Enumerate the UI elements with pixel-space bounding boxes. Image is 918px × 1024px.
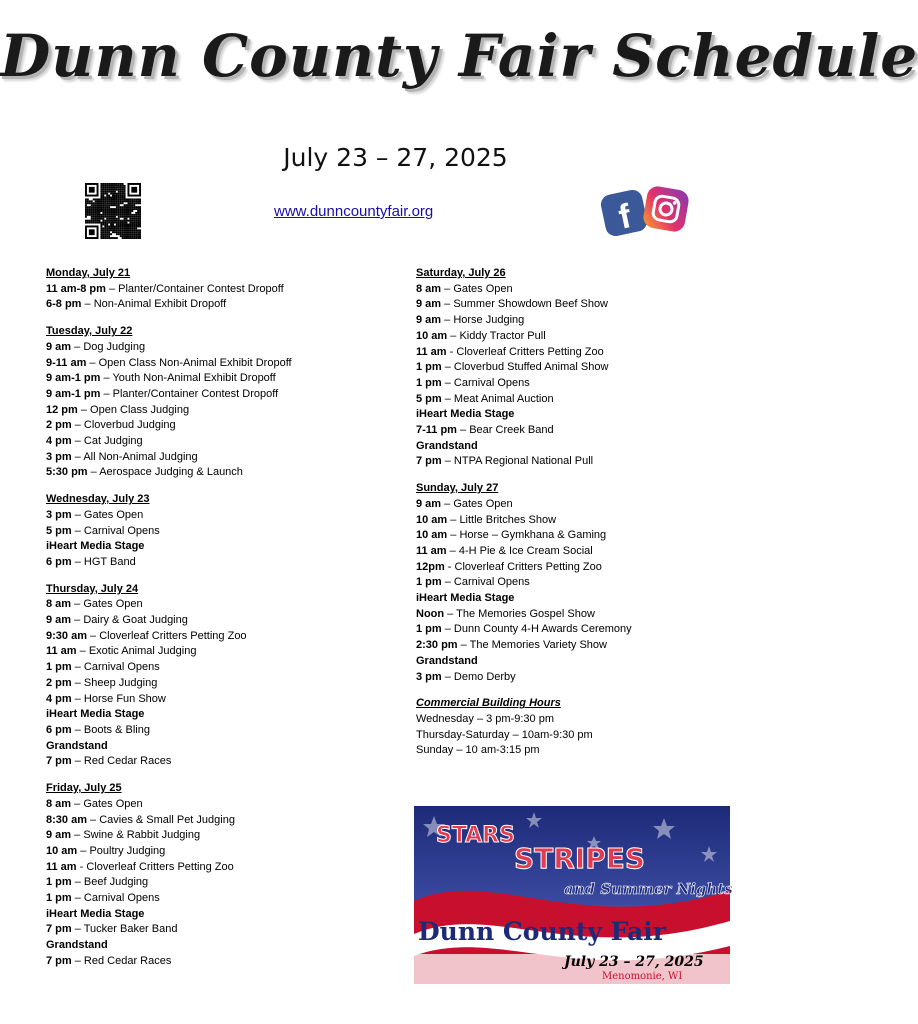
- event-time: 10 am: [46, 844, 78, 857]
- day-heading: Wednesday, July 23: [46, 493, 150, 506]
- event-description: Cloverleaf Critters Petting Zoo: [454, 560, 602, 573]
- event-description: Horse Fun Show: [83, 692, 166, 705]
- day-block: [46, 582, 386, 770]
- event-separator: –: [441, 376, 454, 389]
- event-description: Demo Derby: [453, 670, 516, 683]
- event-description: Dog Judging: [83, 340, 146, 353]
- event-description: Gates Open: [83, 598, 143, 611]
- event-line: [46, 297, 386, 313]
- event-separator: –: [441, 455, 454, 468]
- day-heading: Tuesday, July 22: [46, 325, 133, 338]
- event-time: 1 pm: [46, 876, 72, 889]
- event-description: Cloverbud Judging: [83, 419, 176, 432]
- event-separator: –: [441, 314, 454, 327]
- day-block: [46, 492, 386, 571]
- event-line: [46, 555, 386, 571]
- event-separator: –: [444, 607, 457, 620]
- event-time: 9 am-1 pm: [46, 387, 101, 400]
- event-line: [416, 528, 756, 544]
- event-time: 9 am: [416, 497, 442, 510]
- event-separator: –: [71, 954, 84, 967]
- event-time: 9-11 am: [46, 356, 87, 369]
- event-description: Horse Judging: [453, 314, 525, 327]
- event-time: 9 am-1 pm: [46, 372, 101, 385]
- day-block: [416, 481, 756, 685]
- event-line: [416, 454, 756, 470]
- event-time: 8 am: [46, 598, 72, 611]
- event-time: 9 am: [416, 314, 442, 327]
- commercial-hours-line: Sunday – 10 am-3:15 pm: [416, 744, 540, 757]
- event-line: [416, 376, 756, 392]
- event-separator: –: [86, 629, 100, 642]
- stage-heading: iHeart Media Stage: [46, 540, 145, 553]
- schedule-right-column: [416, 266, 756, 759]
- event-line: [46, 340, 386, 356]
- facebook-icon[interactable]: [599, 188, 649, 238]
- event-separator: –: [71, 892, 84, 905]
- event-time: 7 pm: [46, 954, 72, 967]
- event-time: Noon: [416, 607, 445, 620]
- commercial-hours-line: Thursday-Saturday – 10am-9:30 pm: [416, 728, 593, 741]
- event-time: 1 pm: [416, 623, 442, 636]
- event-description: Little Britches Show: [459, 513, 557, 526]
- event-separator: –: [77, 844, 90, 857]
- event-line: [46, 754, 386, 770]
- instagram-icon[interactable]: [642, 185, 691, 234]
- banner-summer-nights: and Summer Nights: [564, 880, 733, 898]
- event-description: Kiddy Tractor Pull: [459, 329, 546, 342]
- event-separator: –: [71, 755, 84, 768]
- event-description: Red Cedar Races: [83, 755, 172, 768]
- event-separator: –: [441, 298, 454, 311]
- event-line: [46, 828, 386, 844]
- event-time: 6 pm: [46, 723, 72, 736]
- event-description: Swine & Rabbit Judging: [83, 829, 201, 842]
- event-line: [416, 423, 756, 439]
- event-description: Carnival Opens: [453, 376, 530, 389]
- event-line: [416, 638, 756, 654]
- svg-text:f: f: [615, 197, 635, 237]
- commercial-hours-title: Commercial Building Hours: [416, 697, 561, 710]
- event-line: [46, 813, 386, 829]
- event-time: 8:30 am: [46, 813, 87, 826]
- event-time: 4 pm: [46, 435, 72, 448]
- event-line: [416, 670, 756, 686]
- event-time: 11 am: [46, 860, 77, 873]
- banner-location: Menomonie, WI: [602, 971, 683, 982]
- event-time: 11 am-8 pm: [46, 282, 106, 295]
- event-description: The Memories Gospel Show: [456, 607, 595, 620]
- day-block: [416, 266, 756, 470]
- event-time: 5 pm: [416, 392, 442, 405]
- commercial-hours: [416, 696, 756, 759]
- event-description: Carnival Opens: [83, 661, 160, 674]
- day-block: [46, 266, 386, 313]
- event-time: 7 pm: [46, 923, 72, 936]
- event-time: 6 pm: [46, 555, 72, 568]
- event-description: Sheep Judging: [83, 676, 158, 689]
- event-line: [46, 450, 386, 466]
- event-description: Summer Showdown Beef Show: [453, 298, 608, 311]
- event-line: [416, 607, 756, 623]
- event-description: Tucker Baker Band: [83, 923, 178, 936]
- event-description: Gates Open: [453, 497, 513, 510]
- event-description: Cavies & Small Pet Judging: [99, 813, 235, 826]
- event-separator: –: [86, 813, 100, 826]
- event-line: [46, 875, 386, 891]
- event-separator: –: [441, 576, 454, 589]
- event-line: [46, 797, 386, 813]
- banner-fair-name: Dunn County Fair: [418, 917, 666, 946]
- event-line: [46, 891, 386, 907]
- event-line: [416, 345, 756, 361]
- event-line: [46, 465, 386, 481]
- stage-heading: iHeart Media Stage: [46, 907, 145, 920]
- event-description: Cat Judging: [83, 435, 143, 448]
- event-time: 2 pm: [46, 419, 72, 432]
- event-time: 2 pm: [46, 676, 72, 689]
- event-separator: –: [77, 403, 91, 416]
- day-heading: Saturday, July 26: [416, 267, 506, 279]
- event-line: [416, 497, 756, 513]
- event-time: 2:30 pm: [416, 639, 458, 652]
- event-separator: –: [441, 670, 454, 683]
- event-line: [46, 282, 386, 298]
- event-description: Meat Animal Auction: [453, 392, 554, 405]
- event-line: [416, 513, 756, 529]
- event-time: 10 am: [416, 329, 448, 342]
- fair-dates: July 23 – 27, 2025: [283, 143, 508, 172]
- event-description: Youth Non-Animal Exhibit Dropoff: [112, 372, 276, 385]
- event-separator: –: [71, 797, 84, 810]
- event-time: 4 pm: [46, 692, 72, 705]
- event-separator: –: [441, 497, 454, 510]
- event-description: Gates Open: [83, 797, 143, 810]
- event-line: [46, 403, 386, 419]
- event-time: 9:30 am: [46, 629, 87, 642]
- commercial-hours-line: Wednesday – 3 pm-9:30 pm: [416, 712, 554, 725]
- event-separator: –: [71, 676, 84, 689]
- event-line: [416, 560, 756, 576]
- event-line: [416, 329, 756, 345]
- event-separator: –: [447, 529, 460, 542]
- event-separator: –: [71, 419, 84, 432]
- banner-stars: STARS: [436, 823, 515, 848]
- event-time: 7 pm: [416, 455, 442, 468]
- stage-heading: Grandstand: [416, 654, 478, 667]
- event-separator: –: [76, 645, 89, 658]
- event-description: HGT Band: [83, 555, 136, 568]
- event-line: [46, 387, 386, 403]
- event-separator: –: [71, 524, 84, 537]
- event-description: Cloverbud Stuffed Animal Show: [453, 361, 609, 374]
- event-line: [416, 622, 756, 638]
- event-separator: –: [86, 356, 99, 369]
- event-time: 5 pm: [46, 524, 72, 537]
- banner-stripes: STRIPES: [514, 842, 646, 875]
- event-time: 8 am: [46, 797, 72, 810]
- event-line: [46, 508, 386, 524]
- event-separator: –: [447, 513, 460, 526]
- event-description: Open Class Judging: [90, 403, 190, 416]
- event-separator: –: [71, 340, 84, 353]
- event-line: [46, 597, 386, 613]
- event-separator: -: [446, 345, 457, 358]
- event-line: [46, 644, 386, 660]
- event-line: [46, 629, 386, 645]
- event-separator: –: [441, 361, 454, 374]
- event-description: Bear Creek Band: [469, 424, 554, 437]
- event-line: [46, 954, 386, 970]
- day-heading: Monday, July 21: [46, 267, 131, 279]
- event-line: [46, 356, 386, 372]
- event-separator: –: [71, 555, 84, 568]
- event-line: [46, 371, 386, 387]
- event-separator: –: [100, 372, 113, 385]
- event-line: [46, 418, 386, 434]
- social-media-icons: [601, 184, 693, 240]
- event-description: Beef Judging: [83, 876, 149, 889]
- stage-heading: iHeart Media Stage: [46, 708, 145, 721]
- event-line: [416, 297, 756, 313]
- event-line: [46, 922, 386, 938]
- event-time: 1 pm: [416, 376, 442, 389]
- event-separator: –: [441, 392, 454, 405]
- event-time: 10 am: [416, 529, 448, 542]
- stage-heading: iHeart Media Stage: [416, 592, 515, 605]
- event-line: [46, 692, 386, 708]
- event-time: 5:30 pm: [46, 466, 88, 479]
- event-time: 1 pm: [46, 661, 72, 674]
- stage-heading: Grandstand: [46, 939, 108, 952]
- event-separator: –: [71, 923, 84, 936]
- stage-heading: Grandstand: [46, 739, 108, 752]
- event-separator: –: [447, 329, 460, 342]
- event-separator: –: [446, 544, 459, 557]
- event-separator: –: [456, 424, 470, 437]
- event-time: 3 pm: [46, 508, 72, 521]
- stage-heading: Grandstand: [416, 439, 478, 452]
- fair-banner-image: [414, 806, 733, 984]
- event-description: Non-Animal Exhibit Dropoff: [93, 298, 227, 311]
- event-description: Carnival Opens: [83, 892, 160, 905]
- event-description: The Memories Variety Show: [469, 639, 607, 652]
- event-separator: –: [71, 692, 84, 705]
- event-time: 1 pm: [416, 576, 442, 589]
- event-time: 11 am: [416, 345, 447, 358]
- event-line: [46, 613, 386, 629]
- event-description: Carnival Opens: [83, 524, 160, 537]
- event-description: Dunn County 4-H Awards Ceremony: [453, 623, 632, 636]
- event-description: 4-H Pie & Ice Cream Social: [458, 544, 593, 557]
- event-separator: –: [71, 876, 84, 889]
- event-separator: –: [441, 282, 454, 295]
- event-separator: –: [71, 435, 84, 448]
- event-description: Cloverleaf Critters Petting Zoo: [456, 345, 604, 358]
- event-description: Cloverleaf Critters Petting Zoo: [99, 629, 247, 642]
- event-line: [416, 575, 756, 591]
- event-time: 7-11 pm: [416, 424, 457, 437]
- day-block: [46, 781, 386, 969]
- event-time: 9 am: [416, 298, 442, 311]
- event-separator: –: [71, 450, 84, 463]
- event-description: Gates Open: [453, 282, 513, 295]
- event-separator: –: [71, 598, 84, 611]
- event-time: 9 am: [46, 829, 72, 842]
- event-time: 12pm: [416, 560, 445, 573]
- event-time: 3 pm: [416, 670, 442, 683]
- event-line: [46, 860, 386, 876]
- event-description: Aerospace Judging & Launch: [99, 466, 243, 479]
- event-line: [46, 660, 386, 676]
- event-description: Horse – Gymkhana & Gaming: [459, 529, 607, 542]
- event-time: 6-8 pm: [46, 298, 82, 311]
- event-separator: –: [71, 723, 84, 736]
- day-block: [46, 324, 386, 481]
- day-heading: Friday, July 25: [46, 782, 122, 795]
- event-separator: –: [457, 639, 470, 652]
- stage-heading: iHeart Media Stage: [416, 408, 515, 421]
- event-description: Boots & Bling: [83, 723, 150, 736]
- day-heading: Thursday, July 24: [46, 582, 139, 595]
- event-description: Cloverleaf Critters Petting Zoo: [86, 860, 234, 873]
- event-line: [46, 524, 386, 540]
- event-description: Dairy & Goat Judging: [83, 614, 188, 627]
- event-description: Carnival Opens: [453, 576, 530, 589]
- event-description: Red Cedar Races: [83, 954, 172, 967]
- event-separator: –: [441, 623, 454, 636]
- event-line: [416, 392, 756, 408]
- day-heading: Sunday, July 27: [416, 482, 499, 495]
- website-link[interactable]: www.dunncountyfair.org: [274, 203, 434, 220]
- event-separator: –: [100, 387, 113, 400]
- event-line: [46, 723, 386, 739]
- event-line: [46, 434, 386, 450]
- event-description: Planter/Container Contest Dropoff: [118, 282, 284, 295]
- event-time: 1 pm: [416, 361, 442, 374]
- event-description: Open Class Non-Animal Exhibit Dropoff: [98, 356, 292, 369]
- schedule-left-column: [46, 266, 386, 970]
- event-time: 11 am: [416, 544, 447, 557]
- event-time: 7 pm: [46, 755, 72, 768]
- event-separator: –: [71, 508, 84, 521]
- event-time: 11 am: [46, 645, 77, 658]
- event-time: 10 am: [416, 513, 448, 526]
- event-line: [46, 844, 386, 860]
- qr-code-icon[interactable]: [85, 183, 141, 239]
- event-time: 1 pm: [46, 892, 72, 905]
- event-time: 12 pm: [46, 403, 78, 416]
- event-separator: -: [76, 860, 87, 873]
- event-description: All Non-Animal Judging: [83, 450, 198, 463]
- event-description: Planter/Container Contest Dropoff: [112, 387, 279, 400]
- event-separator: -: [444, 560, 455, 573]
- event-separator: –: [81, 298, 94, 311]
- event-description: Poultry Judging: [89, 844, 166, 857]
- event-separator: –: [105, 282, 119, 295]
- event-time: 3 pm: [46, 450, 72, 463]
- event-description: Gates Open: [83, 508, 144, 521]
- event-line: [416, 282, 756, 298]
- event-description: Exotic Animal Judging: [88, 645, 197, 658]
- event-separator: –: [71, 614, 84, 627]
- event-time: 9 am: [46, 614, 72, 627]
- banner-dates: July 23 – 27, 2025: [564, 954, 704, 970]
- event-time: 9 am: [46, 340, 72, 353]
- event-time: 8 am: [416, 282, 442, 295]
- event-line: [416, 544, 756, 560]
- event-line: [416, 360, 756, 376]
- event-line: [46, 676, 386, 692]
- page-title: Dunn County Fair Schedule: [0, 22, 918, 90]
- event-line: [416, 313, 756, 329]
- event-separator: –: [71, 829, 84, 842]
- event-description: NTPA Regional National Pull: [453, 455, 594, 468]
- event-separator: –: [87, 466, 100, 479]
- event-separator: –: [71, 661, 84, 674]
